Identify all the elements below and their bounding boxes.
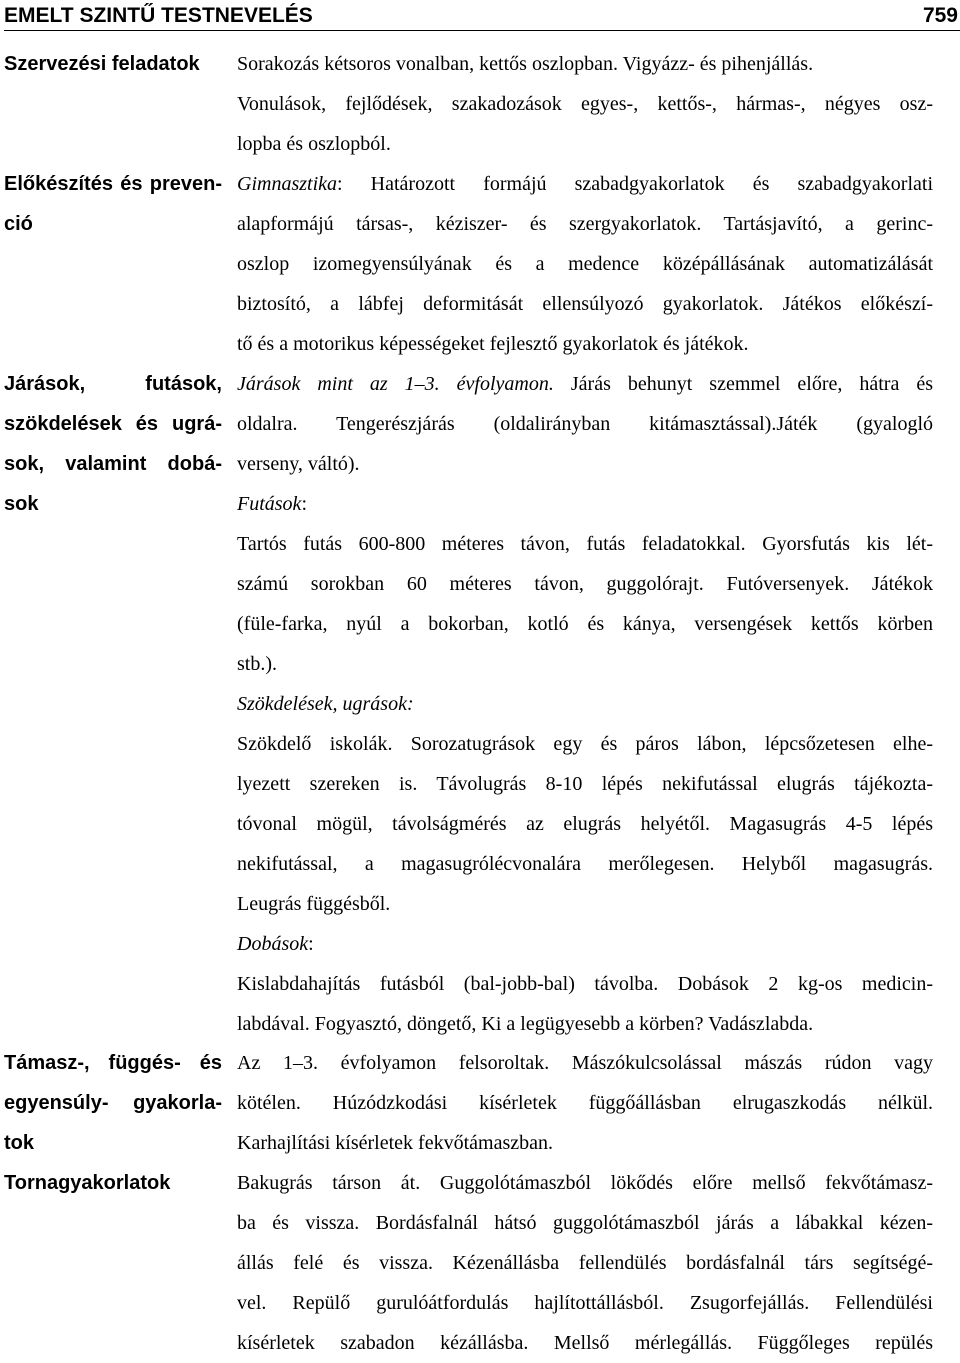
text-line: (füle-farka, nyúl a bokorban, kotló és kánya, versengések kettős körben — [237, 613, 933, 635]
label-line: szökdelések és ugrá- — [4, 413, 222, 435]
dobasok-heading: Dobások — [237, 933, 309, 955]
text-line: ba és vissza. Bordásfalnál hátsó guggolótámaszból járás a lábakkal kézen- — [237, 1212, 933, 1234]
text-line: oldalra. Tengerészjárás (oldalirányban kitámasztással).Játék (gyalogló — [237, 413, 933, 435]
text-line: Szökdelő iskolák. Sorozatugrások egy és páros lábon, lépcsőzetesen elhe- — [237, 733, 933, 755]
jarasok-text: Járás behunyt szemmel előre, hátra és — [553, 373, 933, 395]
text-line: Sorakozás kétsoros vonalban, kettős oszlopban. Vigyázz- és pihenjállás. — [237, 53, 814, 75]
label-line: sok — [4, 493, 39, 515]
gimnasztika-heading: Gimnasztika — [237, 173, 337, 195]
text-line: labdával. Fogyasztó, döngető, Ki a legügyesebb a körben? Vadászlabda. — [237, 1013, 814, 1035]
header-title: EMELT SZINTŰ TESTNEVELÉS — [4, 4, 313, 27]
text-line: stb.). — [237, 653, 277, 675]
label-torna — [4, 1163, 222, 1203]
label-line: Járások, futások, — [4, 373, 222, 395]
text-line: lopba és oszlopból. — [237, 133, 391, 155]
text-line — [237, 924, 933, 964]
text-line: Vonulások, fejlődések, szakadozások egyes-, kettős-, hármas-, négyes osz- — [237, 93, 933, 115]
label-line: sok, valamint dobá- — [4, 453, 222, 475]
label-line: Szervezési feladatok — [4, 53, 200, 75]
section-elokeszites — [237, 164, 933, 364]
jarasok-heading: Járások mint az 1–3. évfolyamon. — [237, 373, 554, 395]
text-line: nekifutással, a magasugrólécvonalára merőlegesen. Helyből magasugrás. — [237, 853, 933, 875]
text-line: Tartós futás 600-800 méteres távon, futás feladatokkal. Gyorsfutás kis lét- — [237, 533, 933, 555]
label-jarasok — [4, 364, 222, 524]
label-line: egyensúly- gyakorla- — [4, 1092, 222, 1114]
text-line: oszlop izomegyensúlyának és a medence középállásának automatizálását — [237, 253, 933, 275]
text-line: állás felé és vissza. Kézenállásba fellendülés bordásfalnál társ segítségé- — [237, 1252, 933, 1274]
text-line: tóvonal mögül, távolságmérés az elugrás helyétől. Magasugrás 4-5 lépés — [237, 813, 933, 835]
futasok-heading: Futások — [237, 493, 302, 515]
szokdelesek-heading: Szökdelések, ugrások: — [237, 693, 414, 715]
label-line: Előkészítés és preven- — [4, 173, 222, 195]
section-torna — [237, 1163, 933, 1363]
text-line — [237, 164, 933, 204]
text-line: lyezett szereken is. Távolugrás 8-10 lépés nekifutással elugrás tájékozta- — [237, 773, 933, 795]
section-jarasok — [237, 364, 933, 1044]
text-line — [237, 484, 933, 524]
label-elokeszites — [4, 164, 222, 244]
label-tamasz — [4, 1043, 222, 1163]
page-header — [4, 6, 960, 31]
text-line: számú sorokban 60 méteres távon, guggolórajt. Futóversenyek. Játékok — [237, 573, 933, 595]
text-line: kötélen. Húzódzkodási kísérletek függőállásban elrugaszkodás nélkül. — [237, 1092, 933, 1114]
section-tamasz — [237, 1043, 933, 1163]
text-line: vel. Repülő gurulóátfordulás hajlítottállásból. Zsugorfejállás. Fellendülési — [237, 1292, 933, 1314]
text-line: Leugrás függésből. — [237, 893, 391, 915]
label-szervezesi — [4, 44, 222, 84]
label-line: Támasz-, függés- és — [4, 1052, 222, 1074]
label-line: ció — [4, 213, 33, 235]
label-line: Tornagyakorlatok — [4, 1172, 171, 1194]
gimnasztika-text: : Határozott formájú szabadgyakorlatok és szabadgyakorlati — [337, 173, 933, 195]
text-line: tő és a motorikus képességeket fejlesztő gyakorlatok és játékok. — [237, 333, 749, 355]
text-line: Kislabdahajítás futásból (bal-jobb-bal) távolba. Dobások 2 kg-os medicin- — [237, 973, 933, 995]
text-line: Karhajlítási kísérletek fekvőtámaszban. — [237, 1132, 553, 1154]
label-line: tok — [4, 1132, 34, 1154]
text-line: alapformájú társas-, kéziszer- és szergyakorlatok. Tartásjavító, a gerinc- — [237, 213, 933, 235]
page-number: 759 — [922, 4, 958, 27]
text-line: verseny, váltó). — [237, 453, 360, 475]
text-line — [237, 364, 933, 404]
text-line: kísérletek szabadon kézállásba. Mellső mérlegállás. Függőleges repülés — [237, 1332, 933, 1354]
futasok-colon: : — [301, 493, 307, 515]
text-line: biztosító, a lábfej deformitását ellensúlyozó gyakorlatok. Játékos előkészí- — [237, 293, 933, 315]
text-line: Az 1–3. évfolyamon felsoroltak. Mászókulcsolással mászás rúdon vagy — [237, 1052, 933, 1074]
text-line: Bakugrás társon át. Guggolótámaszból lökődés előre mellső fekvőtámasz- — [237, 1172, 933, 1194]
section-szervezesi — [237, 44, 933, 164]
dobasok-colon: : — [308, 933, 314, 955]
